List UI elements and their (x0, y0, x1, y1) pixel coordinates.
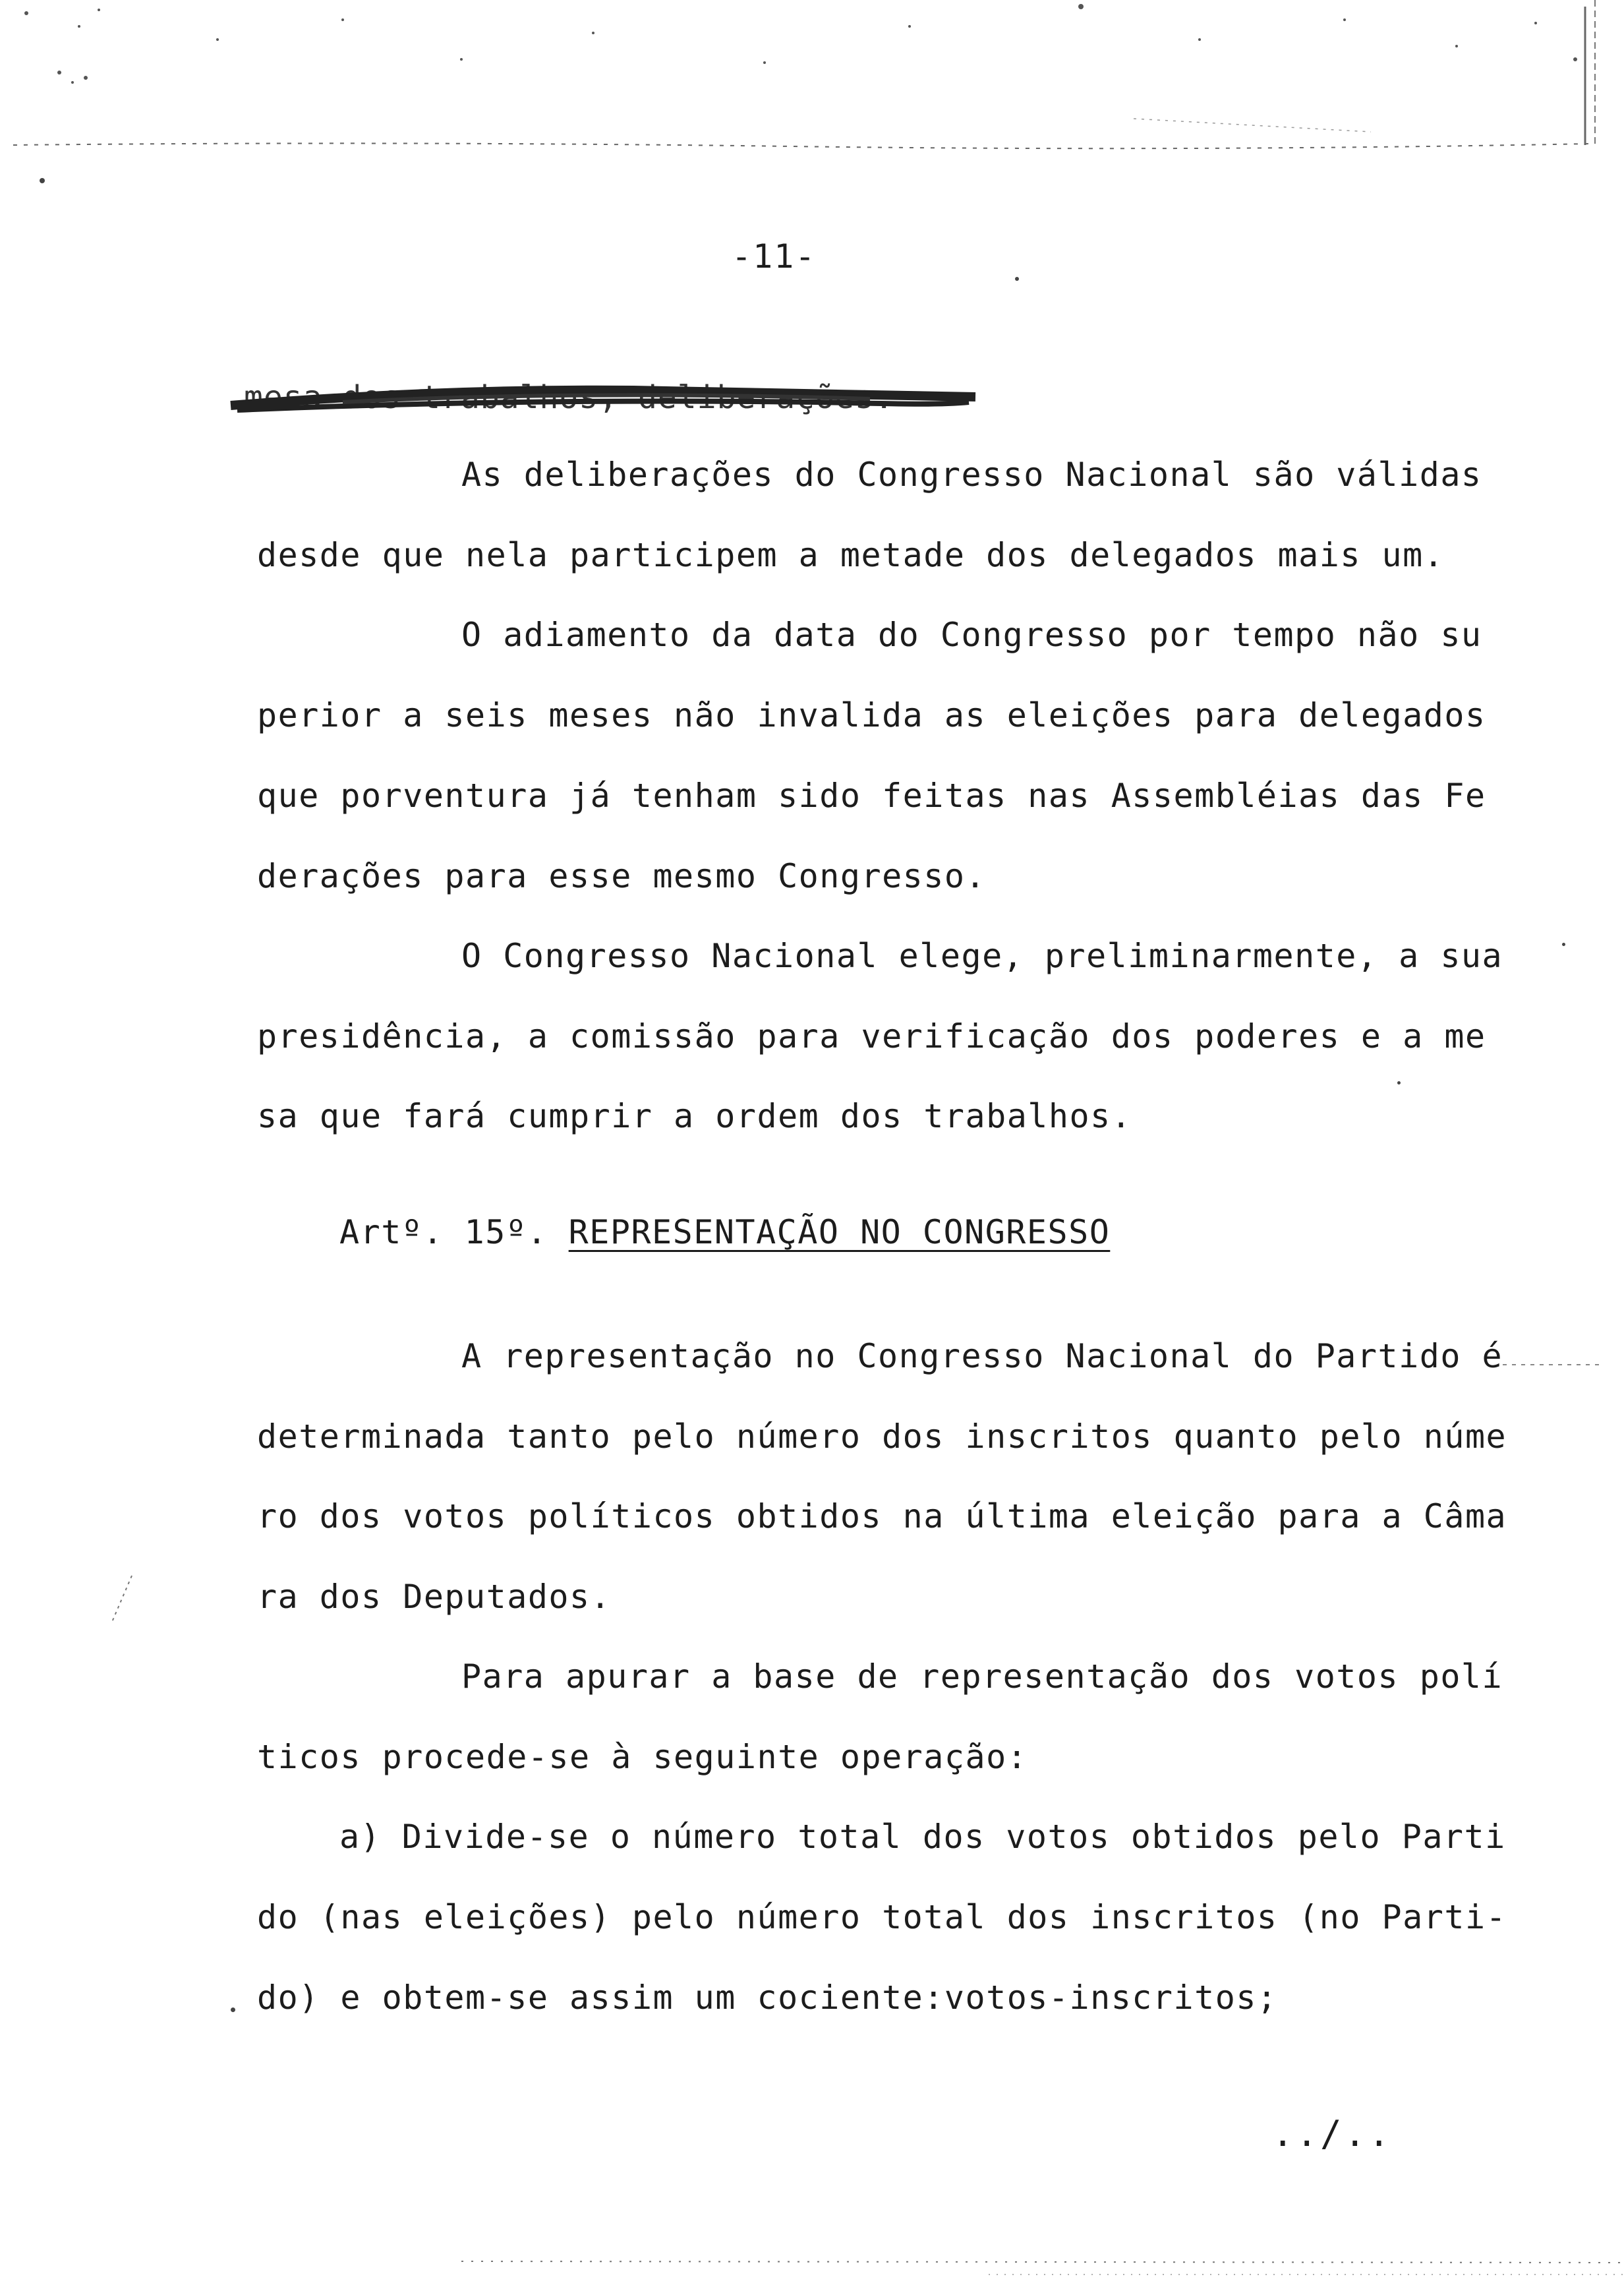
continuation-mark: ../.. (1272, 2113, 1393, 2155)
crossed-out-line: mesa dos trabalhos, deliberações. (244, 379, 894, 416)
article-number: Artº. 15º. (339, 1213, 548, 1251)
paragraph-line: sa que fará cumprir a ordem dos trabalhos. (257, 1097, 1132, 1135)
list-item-line: a) Divide-se o número total dos votos obtidos pelo Parti (339, 1818, 1506, 1856)
paragraph-line: Para apurar a base de representação dos votos polí (461, 1657, 1503, 1696)
list-item-line: do (nas eleições) pelo número total dos inscritos (no Parti- (257, 1898, 1507, 1936)
paragraph-line: As deliberações do Congresso Nacional são válidas (461, 456, 1482, 494)
scan-speck (1015, 277, 1019, 281)
paragraph-line: que porventura já tenham sido feitas nas Assembléias das Fe (257, 777, 1486, 815)
scan-mark (1503, 1358, 1608, 1371)
paragraph-line: ticos procede-se à seguinte operação: (257, 1738, 1028, 1776)
list-item-line: do) e obtem-se assim um cociente:votos-inscritos; (257, 1978, 1278, 2017)
paragraph-line: desde que nela participem a metade dos delegados mais um. (257, 536, 1445, 574)
article-heading (339, 1213, 1110, 1251)
strikethrough-scribble (224, 369, 989, 429)
scan-noise-top (0, 0, 1624, 158)
page-number: -11- (732, 237, 817, 276)
scan-speck (231, 2007, 235, 2012)
paragraph-line: presidência, a comissão para verificação dos poderes e a me (257, 1017, 1486, 1055)
paragraph-line: derações para esse mesmo Congresso. (257, 857, 987, 895)
paragraph-line: O Congresso Nacional elege, preliminarmente, a sua (461, 937, 1503, 975)
scan-speck (1562, 943, 1565, 946)
paragraph-line: ro dos votos políticos obtidos na última eleição para a Câma (257, 1497, 1507, 1535)
scan-speck (40, 178, 45, 183)
paragraph-line: O adiamento da data do Congresso por tempo não su (461, 616, 1482, 654)
paragraph-line: perior a seis meses não invalida as eleições para delegados (257, 696, 1486, 734)
paragraph-line: ra dos Deputados. (257, 1578, 612, 1616)
article-title: REPRESENTAÇÃO NO CONGRESSO (568, 1213, 1111, 1251)
scan-speck (1397, 1081, 1401, 1085)
scan-mark (99, 1569, 138, 1635)
paragraph-line: A representação no Congresso Nacional do Partido é (461, 1337, 1503, 1375)
paragraph-line: determinada tanto pelo número dos inscritos quanto pelo núme (257, 1417, 1507, 1456)
scan-noise-bottom (0, 2255, 1624, 2289)
